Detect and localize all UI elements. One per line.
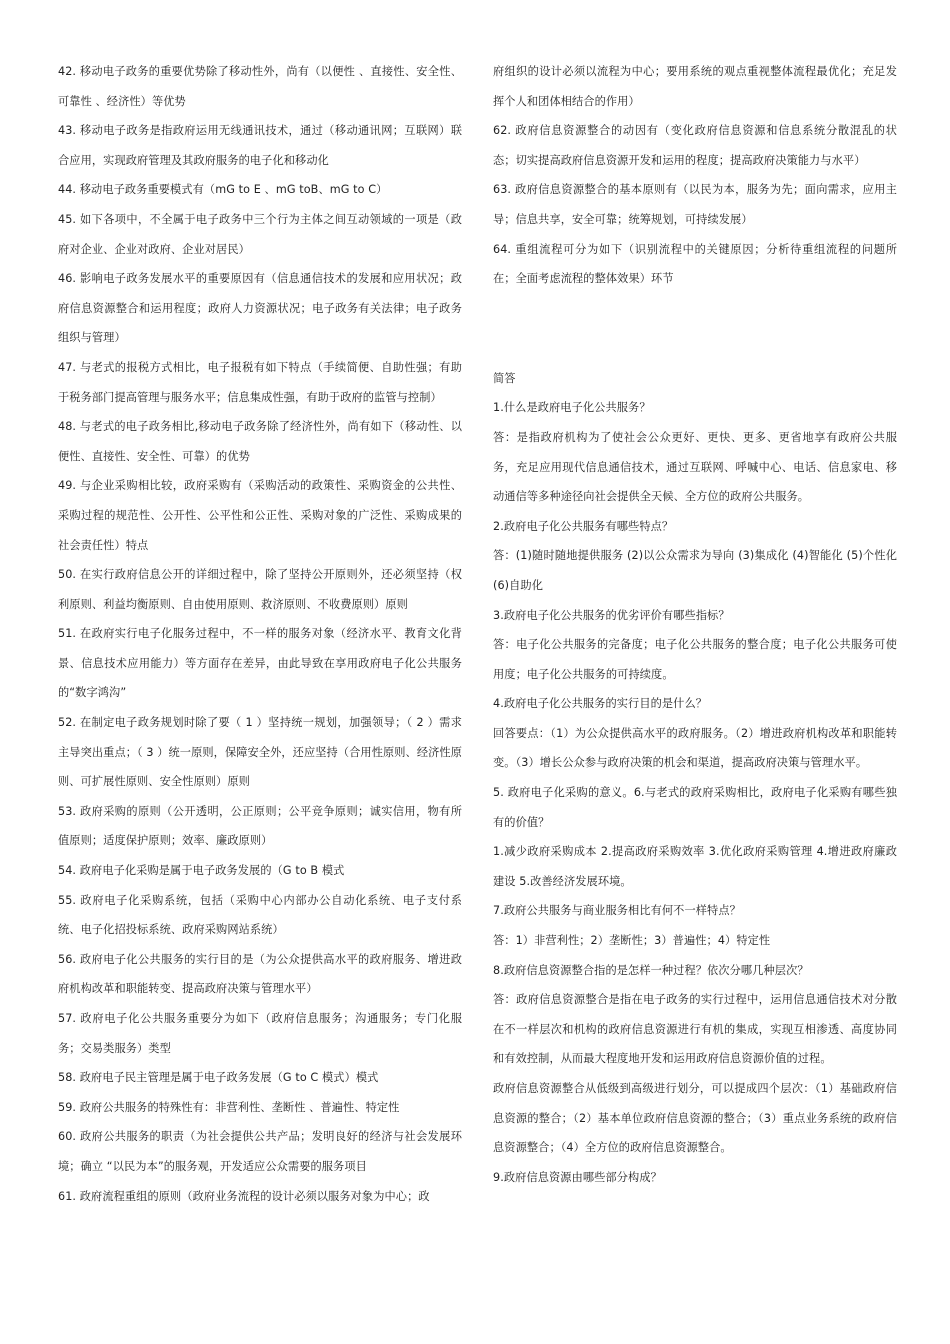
question-1: 1.什么是政府电子化公共服务？ <box>493 401 651 415</box>
answer-7: 答：1）非营利性；2）垄断性；3）普遍性；4）特定性 <box>493 934 771 948</box>
item-61-continued: 府组织的设计必须以流程为中心；要用系统的观点重视整体流程最优化；充足发挥个人和团体相结合的作用） <box>493 65 897 108</box>
item-47: 47. 与老式的报税方式相比，电子报税有如下特点（手续简便、自助性强；有助于税务部门提高管理与服务水平；信息集成性强，有助于政府的监管与控制） <box>58 360 462 404</box>
item-42: 42. 移动电子政务的重要优势除了移动性外，尚有（以便性 、直接性、安全性、可靠性 、经济性）等优势 <box>58 65 462 108</box>
section-heading-short-answer: 简答 <box>493 371 516 385</box>
left-column <box>58 57 462 1211</box>
section-spacer <box>493 294 897 364</box>
item-51: 51. 在政府实行电子化服务过程中，不一样的服务对象（经济水平、教育文化背景、信息技术应用能力）等方面存在差异，由此导致在享用政府电子化公共服务的“数字鸿沟” <box>58 627 462 700</box>
item-50: 50. 在实行政府信息公开的详细过程中，除了坚持公开原则外，还必须坚持（权利原则、利益均衡原则、自由使用原则、救济原则、不收费原则）原则 <box>58 568 462 611</box>
question-9: 9.政府信息资源由哪些部分构成？ <box>493 1170 662 1184</box>
question-4: 4.政府电子化公共服务的实行目的是什么？ <box>493 697 708 711</box>
item-49: 49. 与企业采购相比较，政府采购有（采购活动的政策性、采购资金的公共性、采购过程的规范性、公开性、公平性和公正性、采购对象的广泛性、采购成果的社会责任性）特点 <box>58 479 462 552</box>
question-3: 3.政府电子化公共服务的优劣评价有哪些指标？ <box>493 608 730 622</box>
answer-5-6: 1.减少政府采购成本 2.提高政府采购效率 3.优化政府采购管理 4.增进政府廉政建设 5.改善经济发展环境。 <box>493 845 897 888</box>
item-45: 45. 如下各项中，不全属于电子政务中三个行为主体之间互动领域的一项是（政府对企业、企业对政府、企业对居民） <box>58 212 462 256</box>
item-59: 59. 政府公共服务的特殊性有：非营利性、垄断性 、普遍性、特定性 <box>58 1100 400 1114</box>
item-44: 44. 移动电子政务重要模式有（mG to E 、mG toB、mG to C） <box>58 183 388 197</box>
item-57: 57. 政府电子化公共服务重要分为如下（政府信息服务；沟通服务；专门化服务；交易类服务）类型 <box>58 1012 462 1055</box>
item-53: 53. 政府采购的原则（公开透明，公正原则；公平竞争原则；诚实信用，物有所值原则；适度保护原则；效率、廉政原则） <box>58 804 462 848</box>
question-7: 7.政府公共服务与商业服务相比有何不一样特点？ <box>493 904 741 918</box>
item-43: 43. 移动电子政务是指政府运用无线通讯技术，通过（移动通讯网；互联网）联合应用，实现政府管理及其政府服务的电子化和移动化 <box>58 124 462 167</box>
question-8: 8.政府信息资源整合指的是怎样一种过程？依次分哪几种层次？ <box>493 963 809 977</box>
item-48: 48. 与老式的电子政务相比,移动电子政务除了经济性外，尚有如下（移动性、以便性、直接性、安全性、可靠）的优势 <box>58 420 462 463</box>
answer-8-part-2: 政府信息资源整合从低级到高级进行划分，可以提成四个层次：（1）基础政府信息资源的整合；（2）基本单位政府信息资源的整合；（3）重点业务系统的政府信息资源整合；（4）全方位的政府信息资源整合。 <box>493 1082 897 1155</box>
answer-1: 答：是指政府机构为了使社会公众更好、更快、更多、更省地享有政府公共服务，充足应用现代信息通信技术，通过互联网、呼喊中心、电话、信息家电、移动通信等多种途径向社会提供全天候、全方位的政府公共服务。 <box>493 430 897 504</box>
item-56: 56. 政府电子化公共服务的实行目的是（为公众提供高水平的政府服务、增进政府机构改革和职能转变、提高政府决策与管理水平） <box>58 952 462 996</box>
item-61: 61. 政府流程重组的原则（政府业务流程的设计必须以服务对象为中心；政 <box>58 1189 430 1203</box>
item-60: 60. 政府公共服务的职责（为社会提供公共产品；发明良好的经济与社会发展环境；确立 “以民为本”的服务观，开发适应公众需要的服务项目 <box>58 1130 462 1173</box>
item-63: 63. 政府信息资源整合的基本原则有（以民为本，服务为先；面向需求，应用主导；信息共享，安全可靠；统筹规划，可持续发展） <box>493 183 897 226</box>
right-column <box>493 57 897 1192</box>
answer-3: 答：电子化公共服务的完备度；电子化公共服务的整合度；电子化公共服务可使用度；电子化公共服务的可持续度。 <box>493 638 897 681</box>
item-52: 52. 在制定电子政务规划时除了要（ 1 ）坚持统一规划，加强领导；（ 2 ）需求主导突出重点；（ 3 ）统一原则，保障安全外，还应坚持（合用性原则、经济性原则、可扩展性原则、安全性原则）原则 <box>58 716 462 789</box>
answer-8-part-1: 答：政府信息资源整合是指在电子政务的实行过程中，运用信息通信技术对分散在不一样层次和机构的政府信息资源进行有机的集成，实现互相渗透、高度协同和有效控制，从而最大程度地开发和运用政府信息资源价值的过程。 <box>493 993 897 1066</box>
item-55: 55. 政府电子化采购系统，包括（采购中心内部办公自动化系统、电子支付系统、电子化招投标系统、政府采购网站系统） <box>58 893 462 937</box>
question-2: 2.政府电子化公共服务有哪些特点？ <box>493 519 674 533</box>
answer-4: 回答要点：（1）为公众提供高水平的政府服务。（2）增进政府机构改革和职能转变。（3）增长公众参与政府决策的机会和渠道，提高政府决策与管理水平。 <box>493 726 897 770</box>
item-46: 46. 影响电子政务发展水平的重要原因有（信息通信技术的发展和应用状况；政府信息资源整合和运用程度；政府人力资源状况；电子政务有关法律；电子政务组织与管理） <box>58 272 462 345</box>
answer-2: 答：(1)随时随地提供服务 (2)以公众需求为导向 (3)集成化 (4)智能化 (5)个性化 (6)自助化 <box>493 549 897 592</box>
item-64: 64. 重组流程可分为如下（识别流程中的关键原因；分析待重组流程的问题所在；全面考虑流程的整体效果）环节 <box>493 242 897 286</box>
item-54: 54. 政府电子化采购是属于电子政务发展的（G to B 模式 <box>58 864 345 878</box>
item-58: 58. 政府电子民主管理是属于电子政务发展（G to C 模式）模式 <box>58 1071 379 1085</box>
item-62: 62. 政府信息资源整合的动因有（变化政府信息资源和信息系统分散混乱的状态；切实提高政府信息资源开发和运用的程度；提高政府决策能力与水平） <box>493 124 897 167</box>
question-5-6: 5. 政府电子化采购的意义。6.与老式的政府采购相比，政府电子化采购有哪些独有的价值？ <box>493 786 897 829</box>
